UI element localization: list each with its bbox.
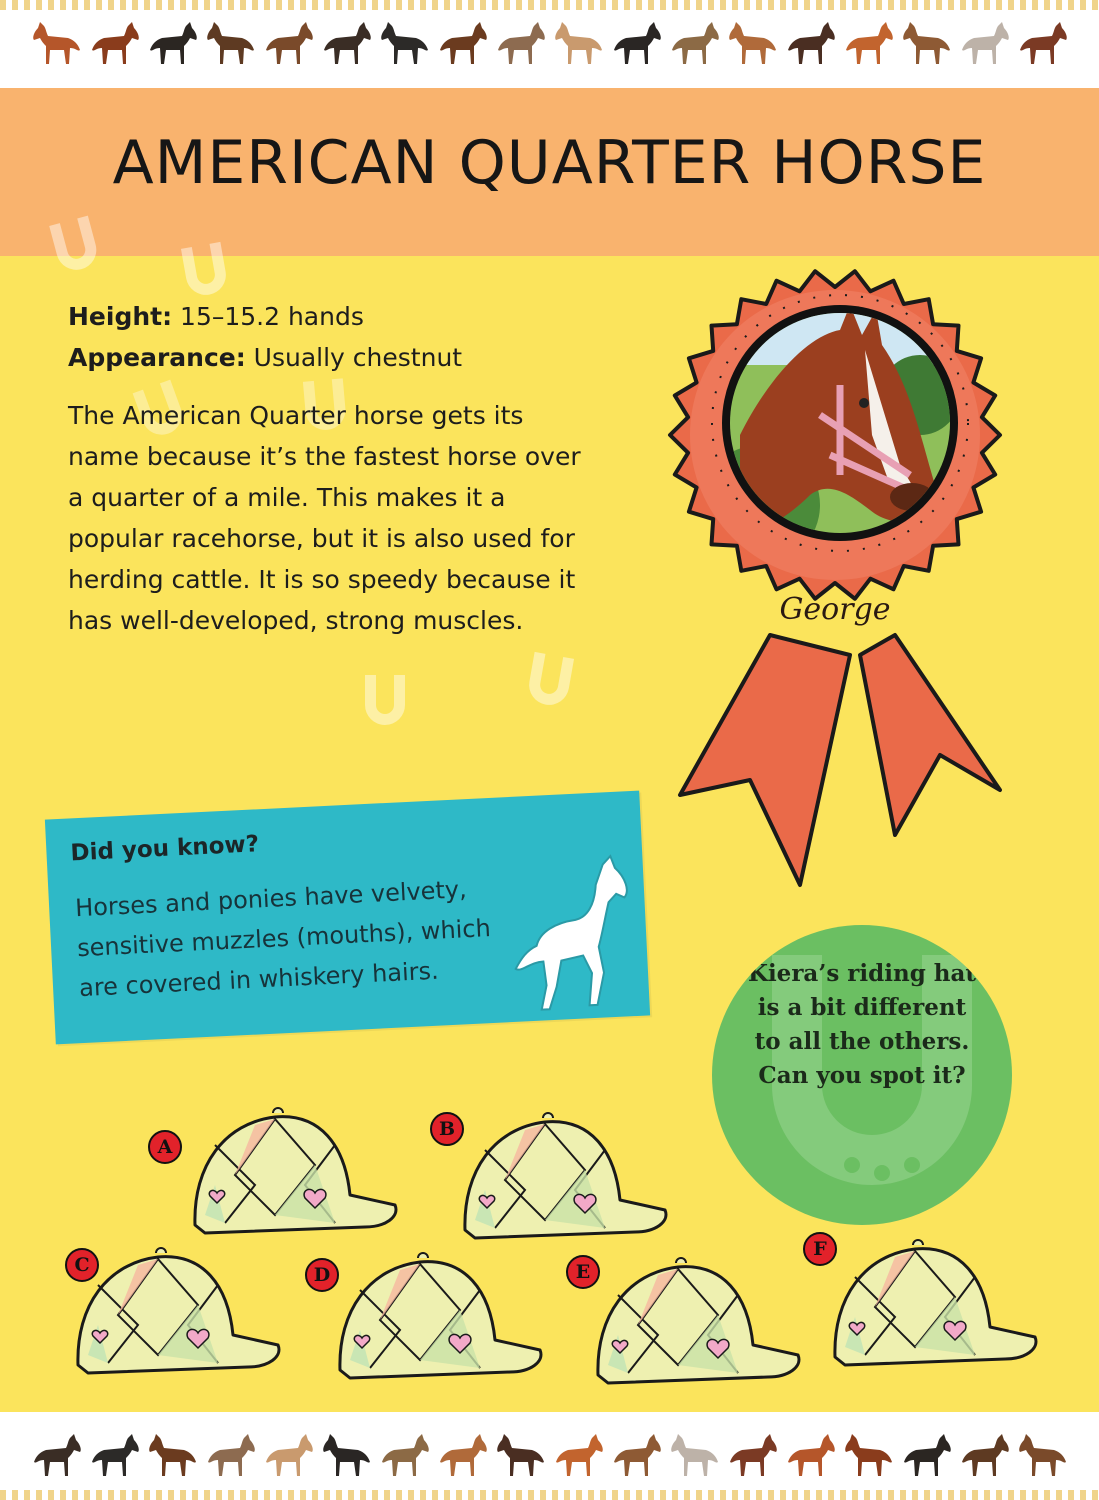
horse-thumbnail	[610, 1432, 664, 1480]
horse-thumbnail	[88, 20, 142, 68]
horse-thumbnail	[900, 1432, 954, 1480]
horse-photo-row	[30, 1432, 1070, 1480]
appearance-fact	[68, 337, 588, 378]
horse-thumbnail	[436, 20, 490, 68]
horse-facts	[68, 296, 588, 378]
horse-thumbnail	[1016, 20, 1070, 68]
appearance-value: Usually chestnut	[245, 343, 463, 372]
hat-label-badge: F	[803, 1232, 837, 1266]
horse-thumbnail	[668, 20, 722, 68]
horse-thumbnail	[262, 20, 316, 68]
rosette-name: George	[779, 592, 891, 627]
horse-thumbnail	[204, 20, 258, 68]
horse-thumbnail	[552, 1432, 606, 1480]
height-label: Height:	[68, 302, 173, 331]
horse-thumbnail	[668, 1432, 722, 1480]
did-you-know-panel	[45, 791, 650, 1045]
riding-hat-icon[interactable]	[185, 1105, 415, 1245]
hat-label-badge: E	[566, 1255, 600, 1289]
description-paragraph: The American Quarter horse gets its name because it’s the fastest horse over a quarter of a mile. This makes it a popular racehorse, but it is also used for herding cattle. It is so speedy because it has well-developed, strong muscles.	[68, 401, 581, 635]
horseshoe-icon	[170, 235, 240, 305]
rosette-ribbon	[650, 235, 1020, 895]
hat-label-badge: D	[305, 1258, 339, 1292]
hat-label-badge: B	[430, 1112, 464, 1146]
riding-hat-icon[interactable]	[330, 1250, 560, 1390]
strip-edge	[0, 1490, 1099, 1500]
horseshoe-icon	[515, 645, 585, 715]
puzzle-prompt: Kiera’s riding hat is a bit different to all the others. Can you spot it?	[747, 960, 977, 1089]
page-title: AMERICAN QUARTER HORSE	[112, 128, 987, 198]
riding-hat-icon[interactable]	[455, 1110, 685, 1250]
horse-thumbnail	[842, 20, 896, 68]
horse-thumbnail	[494, 1432, 548, 1480]
riding-hat-icon[interactable]	[825, 1237, 1055, 1377]
horseshoe-icon	[40, 210, 110, 280]
horse-thumbnail	[320, 1432, 374, 1480]
horse-thumbnail	[146, 1432, 200, 1480]
horse-thumbnail	[958, 20, 1012, 68]
did-you-know-text: Horses and ponies have velvety, sensitive muzzles (mouths), which are covered in whiskery hairs.	[74, 875, 492, 1003]
horse-thumbnail	[784, 20, 838, 68]
horse-thumbnail	[320, 20, 374, 68]
horse-thumbnail	[262, 1432, 316, 1480]
riding-hat-icon[interactable]	[68, 1245, 298, 1385]
horse-thumbnail	[1016, 1432, 1070, 1480]
riding-hat-icon[interactable]	[588, 1255, 818, 1395]
horse-thumbnail	[378, 20, 432, 68]
rosette	[650, 235, 1020, 895]
horse-thumbnail	[726, 20, 780, 68]
horseshoe-icon	[350, 665, 420, 735]
horse-thumbnail	[958, 1432, 1012, 1480]
horse-thumbnail	[378, 1432, 432, 1480]
strip-edge	[0, 0, 1099, 10]
appearance-label: Appearance:	[68, 343, 246, 372]
horse-thumbnail	[610, 20, 664, 68]
horse-thumbnail	[900, 20, 954, 68]
horse-thumbnail	[30, 20, 84, 68]
hat-label-badge: C	[65, 1248, 99, 1282]
horse-thumbnail	[842, 1432, 896, 1480]
hat-label-badge: A	[148, 1130, 182, 1164]
horse-photo-row	[30, 20, 1070, 68]
height-fact	[68, 296, 588, 337]
horse-thumbnail	[494, 20, 548, 68]
horse-silhouette-icon	[502, 853, 640, 1019]
height-value: 15–15.2 hands	[172, 302, 364, 331]
horse-thumbnail	[726, 1432, 780, 1480]
horse-thumbnail	[88, 1432, 142, 1480]
horse-thumbnail	[436, 1432, 490, 1480]
bottom-horse-strip	[0, 1412, 1099, 1500]
did-you-know-heading: Did you know?	[69, 831, 260, 867]
horse-thumbnail	[204, 1432, 258, 1480]
horse-thumbnail	[552, 20, 606, 68]
top-horse-strip	[0, 0, 1099, 88]
horse-thumbnail	[30, 1432, 84, 1480]
horse-thumbnail	[784, 1432, 838, 1480]
puzzle-bubble	[712, 925, 1012, 1225]
horse-thumbnail	[146, 20, 200, 68]
